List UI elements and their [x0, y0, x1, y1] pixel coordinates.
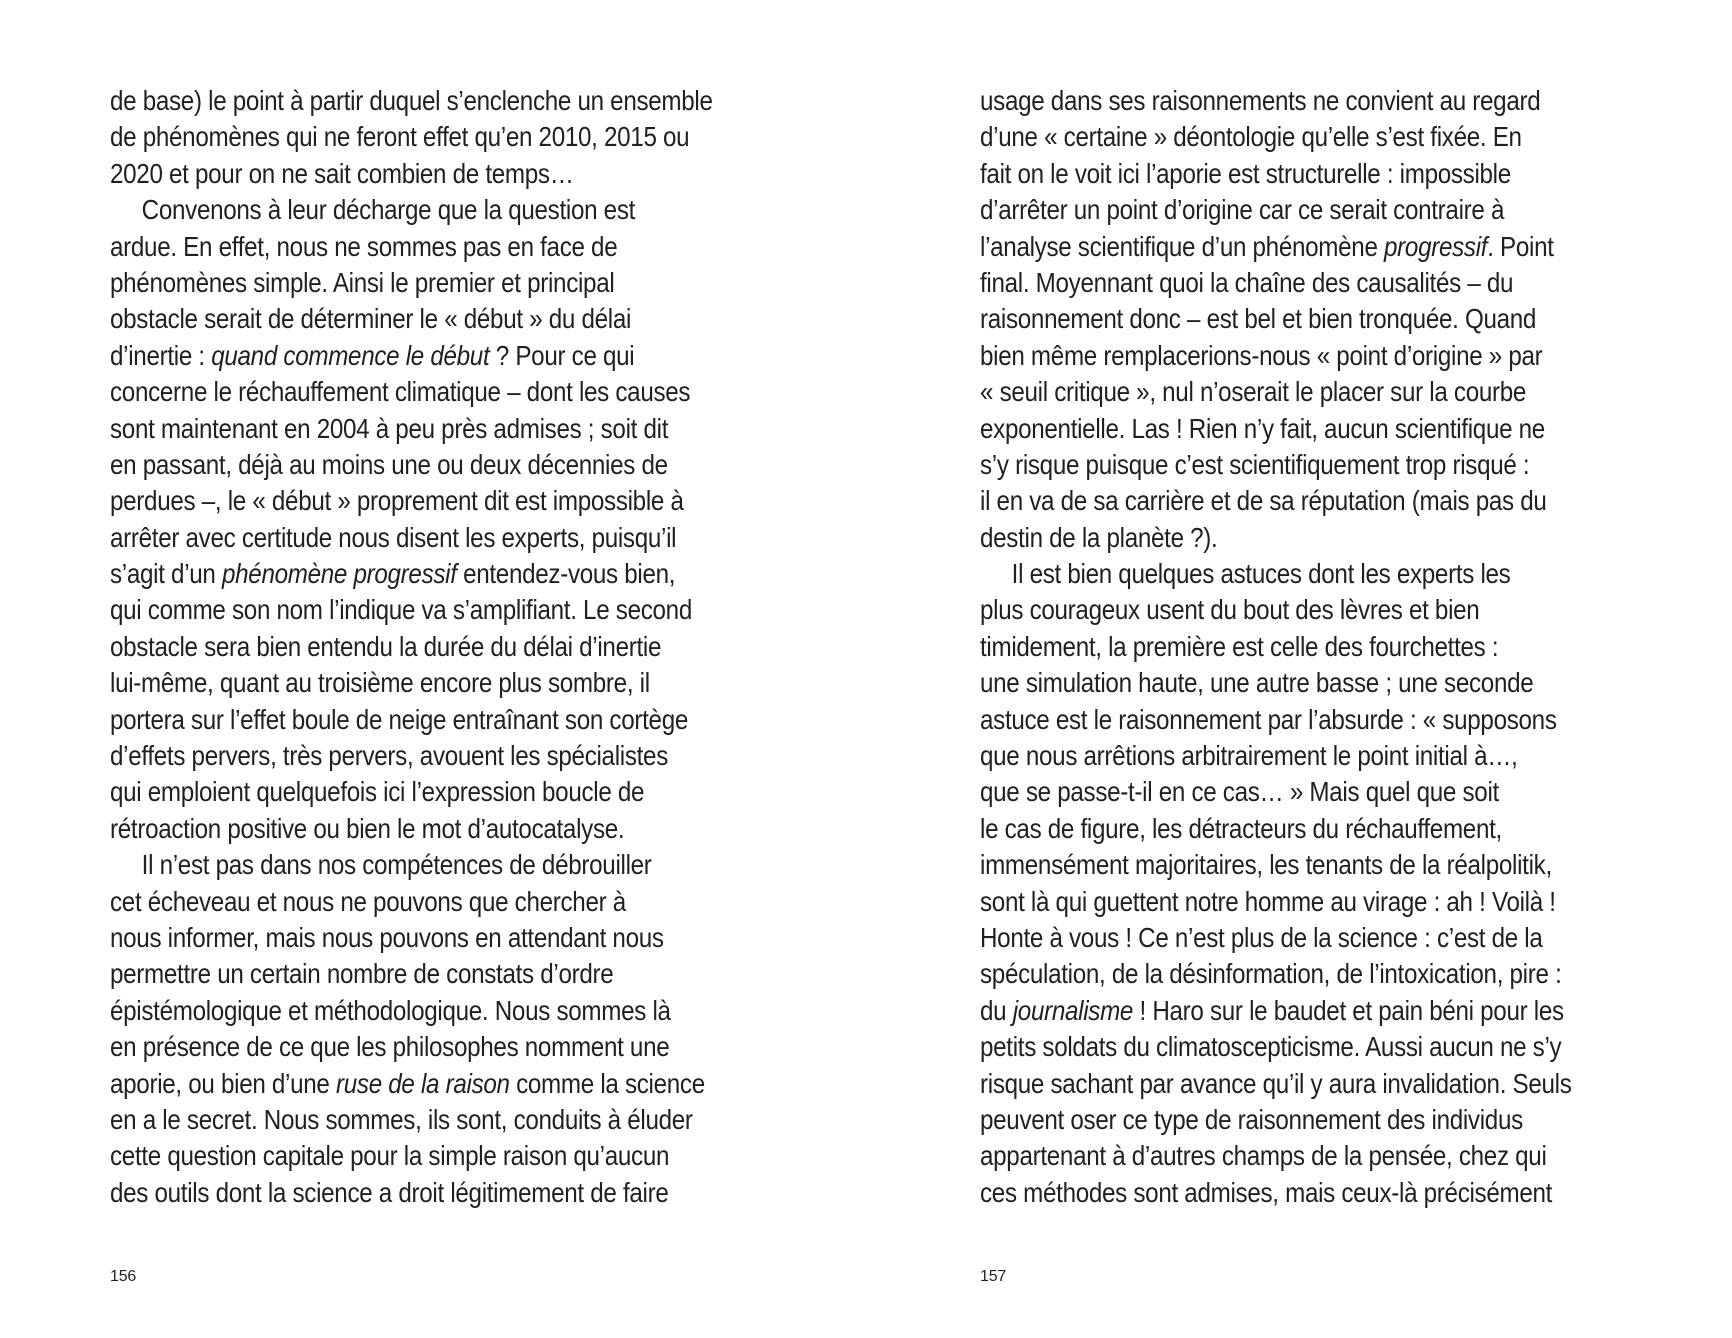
- text-line: [110, 592, 708, 628]
- text-run: 2020 et pour on ne sait combien de temps…: [110, 157, 574, 189]
- text-run: phénomènes simple. Ainsi le premier et principal: [110, 266, 615, 298]
- text-line: [980, 338, 1578, 374]
- text-line: [980, 192, 1578, 228]
- text-run: arrêter avec certitude nous disent les experts, puisqu’il: [110, 521, 677, 553]
- text-line: [110, 192, 708, 228]
- text-run: que se passe-t-il en ce cas… » Mais quel que soit: [980, 776, 1499, 808]
- text-run: sont maintenant en 2004 à peu près admises ; soit dit: [110, 412, 669, 444]
- text-line: [110, 447, 708, 483]
- text-run: cette question capitale pour la simple raison qu’aucun: [110, 1140, 670, 1172]
- text-line: [110, 1029, 708, 1065]
- text-run: petits soldats du climatoscepticisme. Aussi aucun ne s’y: [980, 1031, 1562, 1063]
- text-line: [980, 229, 1578, 265]
- text-run: raisonnement donc – est bel et bien tronquée. Quand: [980, 303, 1537, 335]
- text-run: le cas de figure, les détracteurs du réchauffement,: [980, 812, 1502, 844]
- text-line: [110, 338, 708, 374]
- text-run: obstacle sera bien entendu la durée du délai d’inertie: [110, 630, 662, 662]
- text-run: destin de la planète ?).: [980, 521, 1218, 553]
- italic-text: ruse de la raison: [336, 1067, 510, 1099]
- text-line: [110, 119, 708, 155]
- text-run: que nous arrêtions arbitrairement le point initial à…,: [980, 740, 1518, 772]
- text-line: [980, 483, 1578, 519]
- text-line: [980, 847, 1578, 883]
- text-run: obstacle serait de déterminer le « début » du délai: [110, 303, 632, 335]
- italic-text: phénomène progressif: [222, 558, 457, 590]
- text-line: [110, 156, 708, 192]
- text-run: entendez-vous bien,: [456, 558, 676, 590]
- text-run: « seuil critique », nul n’oserait le placer sur la courbe: [980, 376, 1527, 408]
- text-line: [980, 629, 1578, 665]
- text-run: d’effets pervers, très pervers, avouent les spécialistes: [110, 740, 669, 772]
- text-run: du: [980, 994, 1013, 1026]
- text-line: [110, 665, 708, 701]
- text-run: spéculation, de la désinformation, de l’intoxication, pire :: [980, 958, 1562, 990]
- text-line: [110, 629, 708, 665]
- text-run: Il n’est pas dans nos compétences de débrouiller: [141, 849, 652, 881]
- text-line: [110, 774, 708, 810]
- text-run: cet écheveau et nous ne pouvons que chercher à: [110, 885, 626, 917]
- text-run: timidement, la première est celle des fourchettes :: [980, 630, 1499, 662]
- text-run: immensément majoritaires, les tenants de la réalpolitik,: [980, 849, 1552, 881]
- text-line: [980, 556, 1578, 592]
- text-line: [980, 119, 1578, 155]
- text-line: [980, 1066, 1578, 1102]
- text-run: des outils dont la science a droit légitimement de faire: [110, 1176, 669, 1208]
- text-line: [980, 592, 1578, 628]
- text-line: [980, 156, 1578, 192]
- text-line: [110, 738, 708, 774]
- text-line: [110, 556, 708, 592]
- text-line: [980, 993, 1578, 1029]
- text-line: [980, 447, 1578, 483]
- italic-text: journalisme: [1012, 994, 1134, 1026]
- text-run: bien même remplacerions-nous « point d’origine » par: [980, 339, 1543, 371]
- text-run: peuvent oser ce type de raisonnement des individus: [980, 1103, 1523, 1135]
- text-run: aporie, ou bien d’une: [110, 1067, 337, 1099]
- text-line: [110, 301, 708, 337]
- text-line: [980, 774, 1578, 810]
- italic-text: quand commence le début: [211, 339, 490, 371]
- text-run: appartenant à d’autres champs de la pensée, chez qui: [980, 1140, 1547, 1172]
- text-line: [110, 847, 708, 883]
- text-run: Il est bien quelques astuces dont les experts les: [1011, 558, 1511, 590]
- text-line: [980, 265, 1578, 301]
- left-page-body: [110, 83, 790, 1211]
- text-line: [980, 1102, 1578, 1138]
- italic-text: progressif: [1384, 230, 1488, 262]
- text-run: ! Haro sur le baudet et pain béni pour les: [1133, 994, 1564, 1026]
- text-run: s’y risque puisque c’est scientifiquement trop risqué :: [980, 448, 1530, 480]
- text-line: [110, 1066, 708, 1102]
- text-line: [980, 374, 1578, 410]
- text-line: [980, 520, 1578, 556]
- text-line: [110, 265, 708, 301]
- text-line: [110, 483, 708, 519]
- text-run: qui emploient quelquefois ici l’expression boucle de: [110, 776, 645, 808]
- text-line: [110, 956, 708, 992]
- text-run: de phénomènes qui ne feront effet qu’en 2010, 2015 ou: [110, 121, 690, 153]
- text-run: concerne le réchauffement climatique – dont les causes: [110, 376, 691, 408]
- text-run: astuce est le raisonnement par l’absurde : « supposons: [980, 703, 1557, 735]
- text-run: nous informer, mais nous pouvons en attendant nous: [110, 921, 664, 953]
- text-line: [110, 1138, 708, 1174]
- text-run: ces méthodes sont admises, mais ceux-là précisément: [980, 1176, 1553, 1208]
- text-run: d’inertie :: [110, 339, 212, 371]
- text-run: lui-même, quant au troisième encore plus sombre, il: [110, 667, 650, 699]
- text-run: final. Moyennant quoi la chaîne des causalités – du: [980, 266, 1514, 298]
- page-number-left: 156: [110, 1268, 137, 1285]
- text-line: [110, 411, 708, 447]
- text-run: l’analyse scientifique d’un phénomène: [980, 230, 1385, 262]
- text-line: [110, 1102, 708, 1138]
- text-run: Honte à vous ! Ce n’est plus de la science : c’est de la: [980, 921, 1543, 953]
- text-run: s’agit d’un: [110, 558, 223, 590]
- text-line: [980, 411, 1578, 447]
- text-line: [980, 1138, 1578, 1174]
- text-line: [980, 920, 1578, 956]
- text-line: [110, 229, 708, 265]
- text-run: exponentielle. Las ! Rien n’y fait, aucun scientifique ne: [980, 412, 1545, 444]
- text-run: plus courageux usent du bout des lèvres et bien: [980, 594, 1480, 626]
- text-line: [110, 993, 708, 1029]
- text-run: en passant, déjà au moins une ou deux décennies de: [110, 448, 668, 480]
- text-run: d’une « certaine » déontologie qu’elle s’est fixée. En: [980, 121, 1522, 153]
- text-line: [110, 920, 708, 956]
- text-run: portera sur l’effet boule de neige entraînant son cortège: [110, 703, 688, 735]
- right-page: [866, 0, 1732, 1338]
- text-line: [110, 1175, 708, 1211]
- text-run: en présence de ce que les philosophes nomment une: [110, 1031, 670, 1063]
- text-line: [980, 665, 1578, 701]
- text-run: épistémologique et méthodologique. Nous sommes là: [110, 994, 671, 1026]
- text-run: comme la science: [509, 1067, 705, 1099]
- text-line: [110, 374, 708, 410]
- text-run: usage dans ses raisonnements ne convient au regard: [980, 85, 1541, 116]
- text-line: [980, 738, 1578, 774]
- right-page-body: [980, 83, 1660, 1211]
- text-line: [980, 884, 1578, 920]
- text-run: en a le secret. Nous sommes, ils sont, conduits à éluder: [110, 1103, 693, 1135]
- page-number-right: 157: [980, 1268, 1007, 1285]
- text-line: [980, 1175, 1578, 1211]
- text-run: . Point: [1487, 230, 1554, 262]
- text-line: [110, 884, 708, 920]
- text-run: de base) le point à partir duquel s’enclenche un ensemble: [110, 85, 713, 116]
- text-line: [110, 702, 708, 738]
- text-line: [980, 702, 1578, 738]
- text-run: ? Pour ce qui: [489, 339, 635, 371]
- text-line: [110, 520, 708, 556]
- text-line: [980, 811, 1578, 847]
- text-run: perdues –, le « début » proprement dit est impossible à: [110, 485, 684, 517]
- text-line: [110, 811, 708, 847]
- text-run: rétroaction positive ou bien le mot d’autocatalyse.: [110, 812, 625, 844]
- text-run: il en va de sa carrière et de sa réputation (mais pas du: [980, 485, 1547, 517]
- text-line: [980, 301, 1578, 337]
- text-line: [110, 83, 713, 119]
- text-run: d’arrêter un point d’origine car ce serait contraire à: [980, 194, 1505, 226]
- text-line: [980, 956, 1578, 992]
- text-run: une simulation haute, une autre basse ; une seconde: [980, 667, 1534, 699]
- text-run: fait on le voit ici l’aporie est structurelle : impossible: [980, 157, 1511, 189]
- text-run: sont là qui guettent notre homme au virage : ah ! Voilà !: [980, 885, 1556, 917]
- text-run: risque sachant par avance qu’il y aura invalidation. Seuls: [980, 1067, 1572, 1099]
- text-run: Convenons à leur décharge que la question est: [141, 194, 636, 226]
- text-line: [980, 83, 1578, 119]
- text-run: permettre un certain nombre de constats d’ordre: [110, 958, 614, 990]
- text-run: qui comme son nom l’indique va s’amplifiant. Le second: [110, 594, 692, 626]
- text-run: ardue. En effet, nous ne sommes pas en face de: [110, 230, 618, 262]
- text-line: [980, 1029, 1578, 1065]
